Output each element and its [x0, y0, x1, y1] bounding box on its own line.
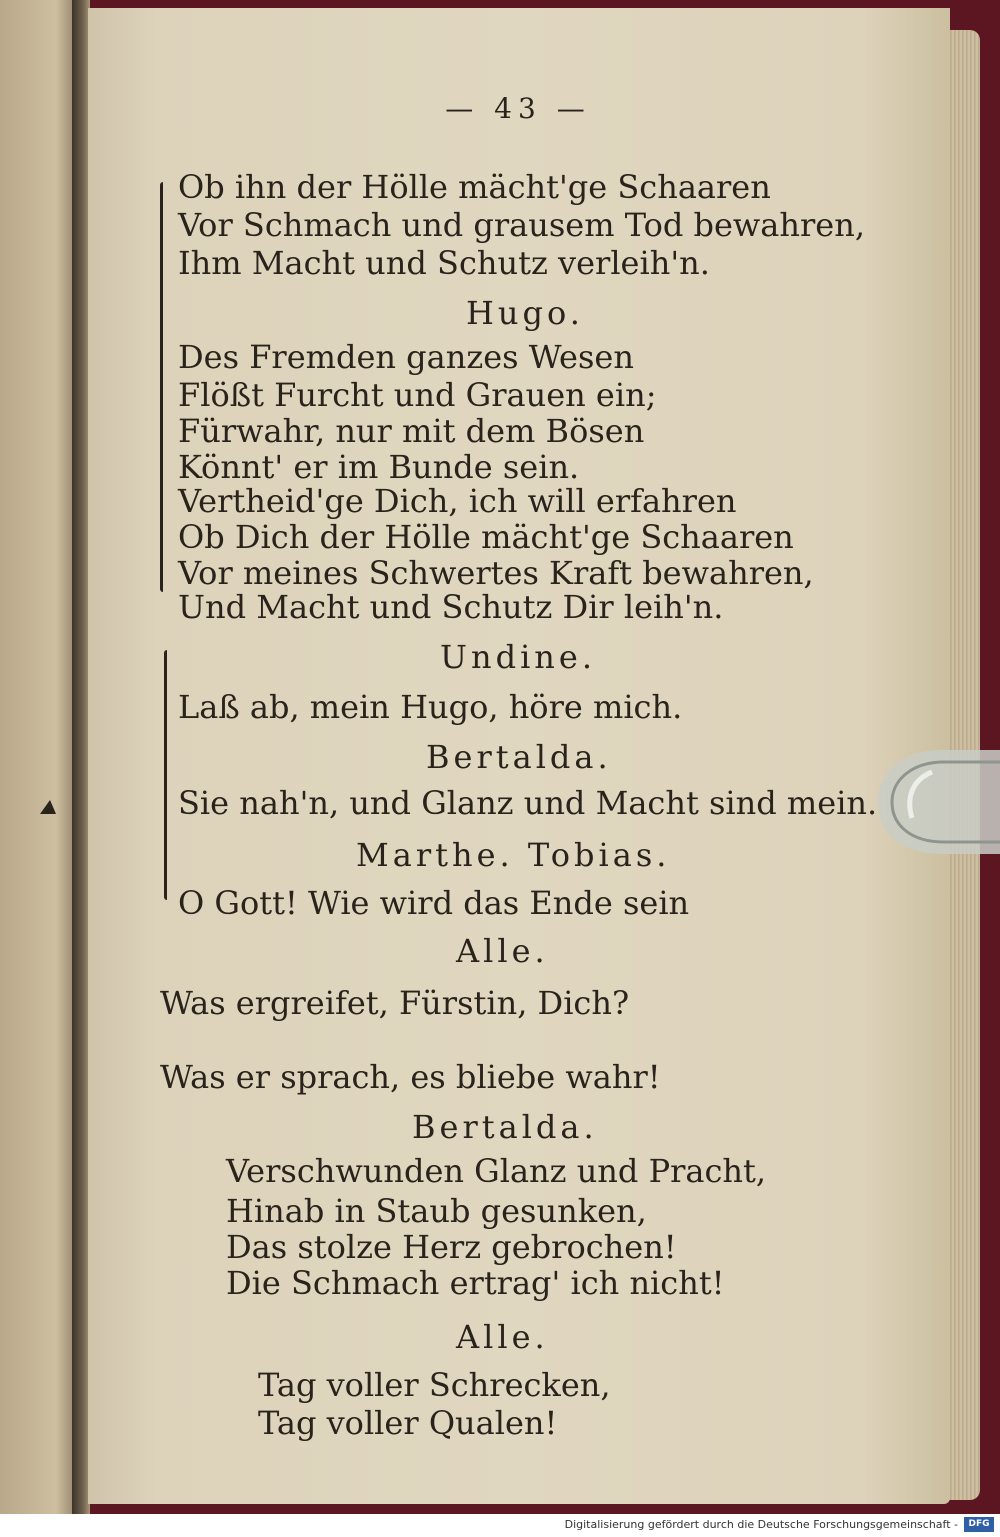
speaker-label: Marthe. Tobias. — [356, 836, 671, 874]
text-line: Tag voller Schrecken, — [258, 1366, 611, 1404]
text-line: Was er sprach, es bliebe wahr! — [160, 1058, 661, 1096]
speaker-label: Bertalda. — [412, 1108, 598, 1146]
speaker-label: Hugo. — [466, 294, 584, 332]
text-line: Laß ab, mein Hugo, höre mich. — [178, 688, 683, 726]
credit-text: Digitalisierung gefördert durch die Deutsche Forschungsgemeinschaft - — [564, 1518, 958, 1531]
text-line: Die Schmach ertrag' ich nicht! — [226, 1264, 725, 1302]
speaker-label: Undine. — [440, 638, 597, 676]
text-line: Ob ihn der Hölle mächt'ge Schaaren — [178, 168, 771, 206]
text-line: Tag voller Qualen! — [258, 1404, 558, 1442]
text-line: Hinab in Staub gesunken, — [226, 1192, 647, 1230]
speaker-label: Alle. — [456, 932, 549, 970]
text-line: Ob Dich der Hölle mächt'ge Schaaren — [178, 518, 794, 556]
text-line: Das stolze Herz gebrochen! — [226, 1228, 677, 1266]
text-line: Ihm Macht und Schutz verleih'n. — [178, 244, 710, 282]
text-line: Vor meines Schwertes Kraft bewahren, — [178, 554, 814, 592]
dfg-logo: DFG — [964, 1517, 994, 1532]
bracket-1 — [160, 182, 163, 592]
page-number: — 43 — — [445, 92, 591, 125]
text-line: Fürwahr, nur mit dem Bösen — [178, 412, 645, 450]
text-line: Vor Schmach und grausem Tod bewahren, — [178, 206, 865, 244]
page-clip — [872, 742, 1000, 860]
text-line: Flößt Furcht und Grauen ein; — [178, 376, 657, 414]
text-line: Sie nah'n, und Glanz und Macht sind mein. — [178, 784, 878, 822]
text-line: Und Macht und Schutz Dir leih'n. — [178, 588, 724, 626]
text-line: Des Fremden ganzes Wesen — [178, 338, 634, 376]
text-line: Was ergreifet, Fürstin, Dich? — [160, 984, 630, 1022]
margin-mark-icon — [36, 756, 64, 816]
text-line: Vertheid'ge Dich, ich will erfahren — [178, 482, 737, 520]
text-line: Verschwunden Glanz und Pracht, — [226, 1152, 767, 1190]
credit-footer — [0, 1514, 1000, 1537]
text-line: Könnt' er im Bunde sein. — [178, 448, 580, 486]
bracket-2 — [164, 650, 167, 900]
speaker-label: Alle. — [456, 1318, 549, 1356]
text-line: O Gott! Wie wird das Ende sein — [178, 884, 690, 922]
speaker-label: Bertalda. — [426, 738, 612, 776]
